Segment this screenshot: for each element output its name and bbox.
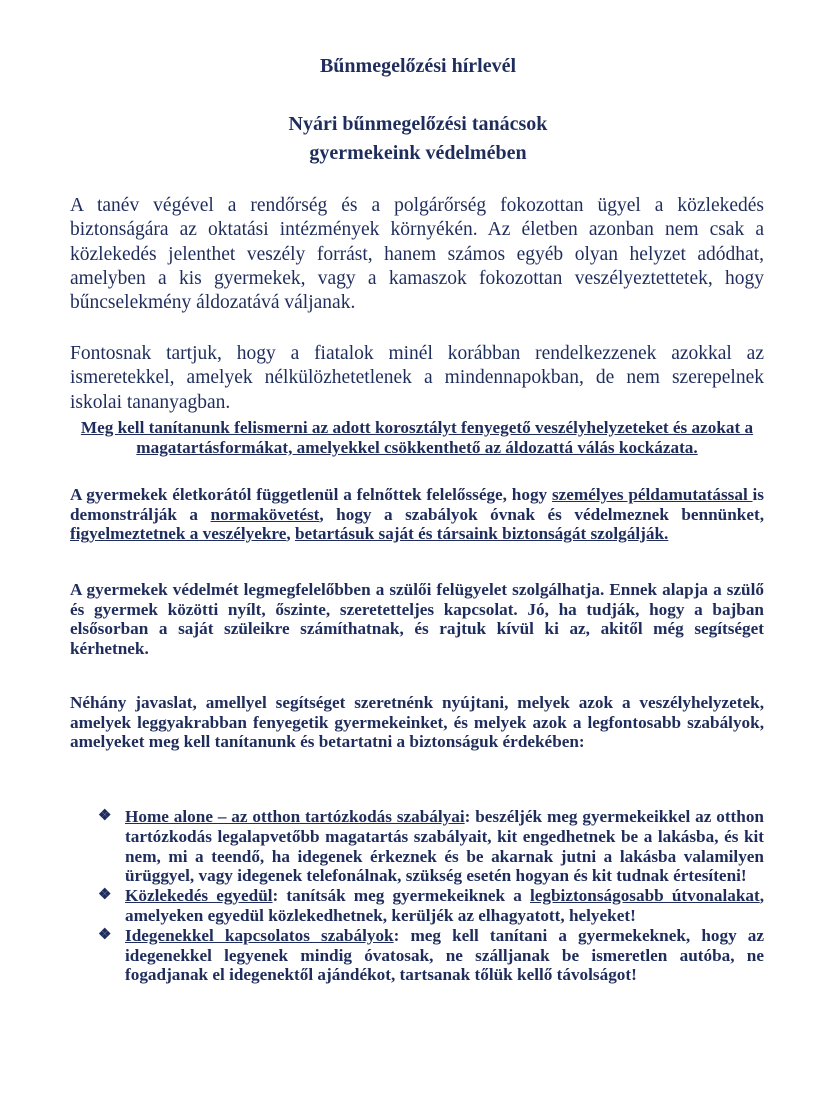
rule-text: : beszéljék meg gyermekeikkel az otthon tartózkodás legalapvetőbb magatartás szabályait, kit engedhetnek be a lakásba, és kit nem, mi a teendő, ha idegenek érkeznek és be akarnak jutni a lakásba valamilyen ürüggyel, vagy idegenek telefonálnak, szükség esetén hogyan és kit tudnak értesíteni! [125,807,764,886]
text-segment: is demonstrálják a [70,485,764,524]
rule-heading: Home alone – az otthon tartózkodás szabályai [125,807,465,826]
adult-responsibility-paragraph [70,485,764,544]
safety-rules-list [98,807,764,985]
text-segment: , hogy a szabályok óvnak és védelmeznek bennünket, [319,504,764,524]
text-segment: A gyermekek életkorától függetlenül a felnőttek felelőssége, hogy [70,485,552,504]
subtitle-line-2: gyermekeink védelmében [309,142,527,164]
list-item [98,926,764,985]
underlined-phrase: normakövetést [210,504,320,524]
importance-paragraph: Fontosnak tartjuk, hogy a fiatalok minél korábban rendelkezzenek azokkal az ismeretekkel, amelyek nélkülözhetetlenek a mindennapokban, de nem szerepelnek iskolai tananyagban. [70,343,764,413]
rule-text: : tanítsák meg gyermekeiknek a [272,886,530,906]
rule-heading: Közlekedés egyedül [125,886,273,906]
diamond-bullet-icon: ❖ [98,808,112,824]
rule-text: , amelyeken egyedül közlekedhetnek, kerüljék az elhagyatott, helyeket! [125,886,764,925]
rule-text: : meg kell tanítani a gyermekeknek, hogy az idegenekkel legyenek mindig óvatosak, ne szálljanak be ismeretlen autóba, ne fogadjanak el idegenektől ajándékot, tartsanak tőlük kellő távolságot! [125,925,764,985]
rule-heading: Idegenekkel kapcsolatos szabályok [125,925,394,945]
diamond-bullet-icon: ❖ [98,887,112,904]
intro-paragraph: A tanév végével a rendőrség és a polgárőrség fokozottan ügyel a közlekedés biztonságára az oktatási intézmények környékén. Az életben azonban nem csak a közlekedés jelenthet veszély forrást, hanem számos egyéb olyan helyzet adódhat, amelyben a kis gyermekek, vagy a kamaszok fokozottan veszélyeztettetek, hogy bűncselekmény áldozatává váljanak. [70,195,764,314]
underlined-phrase: betartásuk saját és társaink biztonságát szolgálják. [294,524,669,544]
underlined-phrase: személyes példamutatással [551,485,753,504]
parental-supervision-paragraph: A gyermekek védelmét legmegfelelőbben a szülői felügyelet szolgálhatja. Ennek alapja a szülő és gyermek közötti nyílt, őszinte, szeretetteljes kapcsolat. Jó, ha tudják, hogy a bajban elsősorban a saját szüleikre számíthatnak, és rajtuk kívül ki az, akitől még segítséget kérhetnek. [70,580,764,659]
diamond-bullet-icon: ❖ [98,926,112,943]
list-item [98,807,764,886]
key-message: Meg kell tanítanunk felismerni az adott korosztályt fenyegető veszélyhelyzeteket és azokat a magatartásformákat, amelyekkel csökkenthető az áldozattá válás kockázata. [80,418,754,457]
subtitle-line-1: Nyári bűnmegelőzési tanácsok [288,113,548,135]
underlined-phrase: legbiztonságosabb útvonalakat [529,886,760,906]
list-item [98,886,764,926]
text-segment: , [286,524,295,544]
suggestions-intro-paragraph: Néhány javaslat, amellyel segítséget szeretnénk nyújtani, melyek azok a veszélyhelyzetek, amelyek leggyakrabban fenyegetik gyermekeinket, és melyek azok a legfontosabb szabályok, amelyeket meg kell tanítanunk és betartatni a biztonságuk érdekében: [70,693,764,752]
underlined-phrase: figyelmeztetnek a veszélyekre [70,524,287,544]
page-title: Bűnmegelőzési hírlevél [319,55,517,77]
